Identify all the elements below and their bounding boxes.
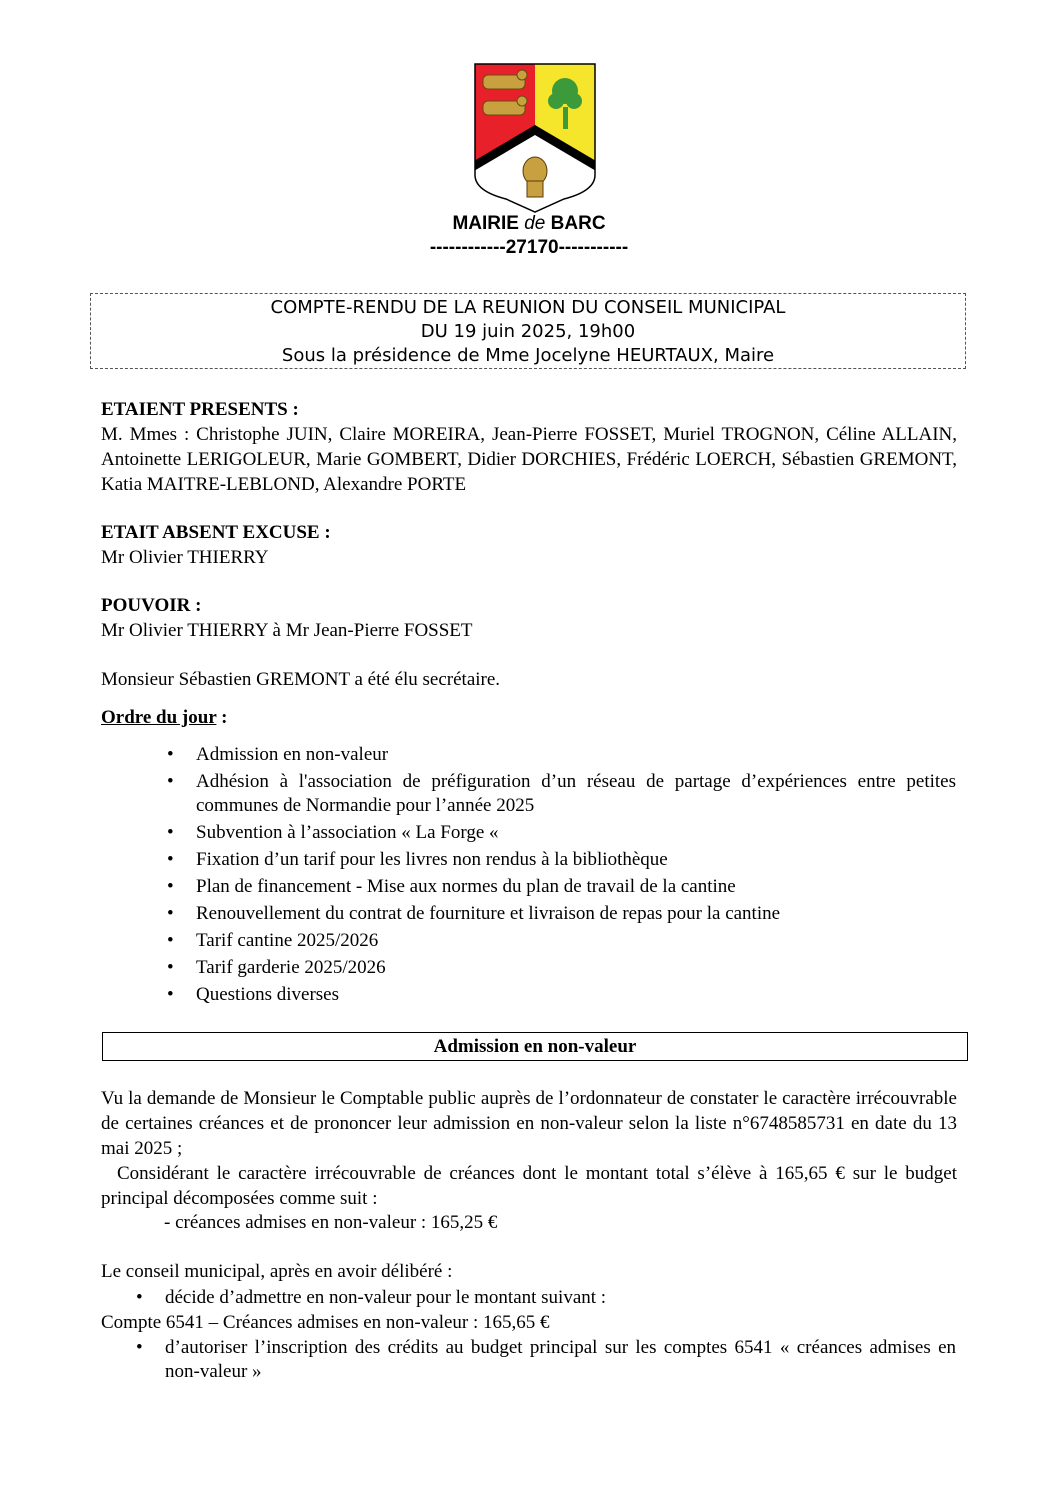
compte-line: Compte 6541 – Créances admises en non-valeur : 165,65 € [101, 1312, 550, 1333]
agenda-item: • Subvention à l’association « La Forge « [196, 821, 956, 845]
title-line-2: DU 19 juin 2025, 19h00 [420, 321, 636, 342]
absent-name: Mr Olivier THIERRY [101, 547, 269, 568]
decision-bullet-1: • décide d’admettre en non-valeur pour le montant suivant : [165, 1286, 956, 1310]
title-line-1: COMPTE-RENDU DE LA REUNION DU CONSEIL MUNICIPAL [270, 297, 786, 318]
agenda-item: • Plan de financement - Mise aux normes du plan de travail de la cantine [196, 875, 956, 899]
agenda-item: • Fixation d’un tarif pour les livres non rendus à la bibliothèque [196, 848, 956, 872]
mairie-title: MAIRIE de BARC [452, 213, 606, 234]
section-title-box: Admission en non-valeur [102, 1032, 968, 1061]
presents-section [101, 397, 957, 497]
conseil-line: Le conseil municipal, après en avoir délibéré : [101, 1261, 453, 1282]
pouvoir-section [101, 593, 957, 643]
agenda-item: • Tarif cantine 2025/2026 [196, 929, 956, 953]
pouvoir-text: Mr Olivier THIERRY à Mr Jean-Pierre FOSSET [101, 620, 473, 641]
postal-code-line: ------------27170----------- [429, 237, 629, 258]
pouvoir-label: POUVOIR : [101, 595, 202, 616]
decision-bullet-2: • d’autoriser l’inscription des crédits au budget principal sur les comptes 6541 « créances admises en non-valeur » [165, 1336, 956, 1384]
presents-list: M. Mmes : Christophe JUIN, Claire MOREIRA, Jean-Pierre FOSSET, Muriel TROGNON, Céline ALLAIN, Antoinette LERIGOLEUR, Marie GOMBERT, Didier DORCHIES, Frédéric LOERCH, Sébastien GREMONT, Katia MAITRE-LEBLOND, Alexandre PORTE [101, 424, 957, 495]
section-para-2: Considérant le caractère irrécouvrable de créances dont le montant total s’élève à 165,65 € sur le budget principal décomposées comme suit : [101, 1163, 957, 1209]
agenda-item: • Tarif garderie 2025/2026 [196, 956, 956, 980]
agenda-item: • Questions diverses [196, 983, 956, 1007]
secretaire-line: Monsieur Sébastien GREMONT a été élu secrétaire. [101, 669, 501, 690]
agenda-item: • Adhésion à l'association de préfiguration d’un réseau de partage d’expériences entre petites communes de Normandie pour l’année 2025 [196, 770, 956, 818]
absent-section [101, 520, 957, 570]
ordre-du-jour-heading: Ordre du jour : [101, 707, 228, 728]
coat-of-arms-logo [474, 63, 596, 213]
agenda-item: • Admission en non-valeur [196, 743, 956, 767]
presents-label: ETAIENT PRESENTS : [101, 399, 299, 420]
creances-sub-line: - créances admises en non-valeur : 165,25 € [164, 1212, 498, 1233]
agenda-list [196, 743, 956, 1010]
absent-label: ETAIT ABSENT EXCUSE : [101, 522, 331, 543]
meeting-title-box [90, 293, 966, 369]
title-line-3: Sous la présidence de Mme Jocelyne HEURTAUX, Maire [281, 345, 775, 366]
section-para-1: Vu la demande de Monsieur le Comptable public auprès de l’ordonnateur de constater le caractère irrécouvrable de certaines créances et de prononcer leur admission en non-valeur selon la liste n°6748585731 en date du 13 mai 2025 ; [101, 1088, 957, 1159]
agenda-item: • Renouvellement du contrat de fourniture et livraison de repas pour la cantine [196, 902, 956, 926]
